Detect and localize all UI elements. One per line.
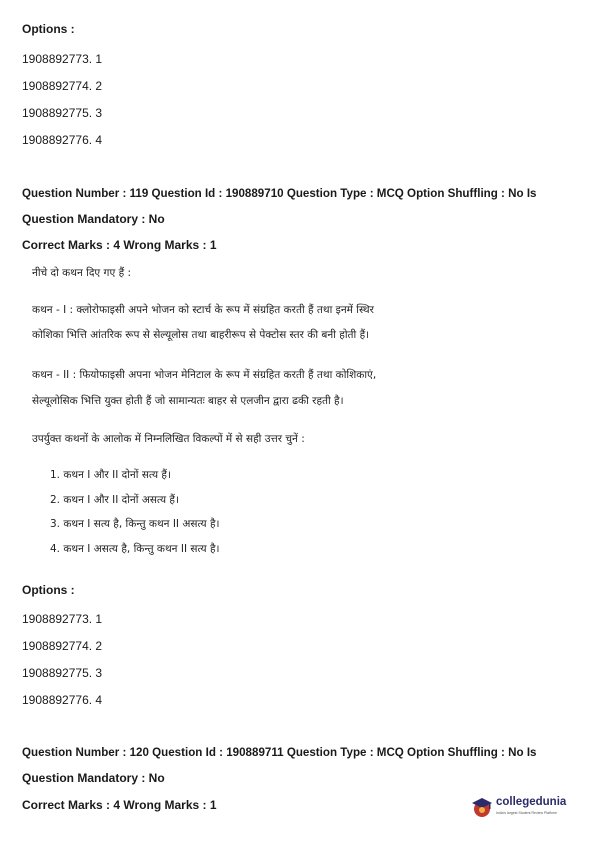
choice-item: 3. कथन I सत्य है, किन्तु कथन II असत्य है। xyxy=(50,518,220,530)
option-item: 1908892774. 2 xyxy=(22,79,103,93)
question-intro: नीचे दो कथन दिए गए हैं : xyxy=(32,267,132,279)
logo-tagline: India's largest Student Review Platform xyxy=(496,811,557,815)
option-item: 1908892774. 2 xyxy=(22,639,103,653)
choice-item: 1. कथन I और II दोनों सत्य हैं। xyxy=(50,469,171,481)
option-item: 1908892773. 1 xyxy=(22,612,103,626)
collegedunia-logo xyxy=(470,791,580,825)
options-label: Options : xyxy=(22,22,75,36)
question-mandatory: Question Mandatory : No xyxy=(22,771,165,785)
question-marks: Correct Marks : 4 Wrong Marks : 1 xyxy=(22,238,217,252)
option-item: 1908892776. 4 xyxy=(22,693,103,707)
option-item: 1908892776. 4 xyxy=(22,133,103,147)
question-header: Question Number : 119 Question Id : 190889710 Question Type : MCQ Option Shuffling : No Is xyxy=(22,187,537,200)
choice-item: 2. कथन I और II दोनों असत्य हैं। xyxy=(50,494,179,506)
statement-1-line-2: कोशिका भित्ति आंतरिक रूप से सेल्यूलोस तथा बाहरीरूप से पेक्टोस स्तर की बनी होती हैं। xyxy=(32,329,370,341)
statement-1-line-1: कथन - I : क्लोरोफाइसी अपने भोजन को स्टार्च के रूप में संग्रहित करती हैं तथा इनमें स्थिर xyxy=(32,304,374,316)
statement-2-line-1: कथन - II : फियोफाइसी अपना भोजन मेनिटाल के रूप में संग्रहित करती हैं तथा कोशिकाएं, xyxy=(32,369,377,381)
logo-name: collegedunia xyxy=(496,796,567,808)
choice-item: 4. कथन I असत्य है, किन्तु कथन II सत्य है। xyxy=(50,543,220,555)
option-item: 1908892773. 1 xyxy=(22,52,103,66)
statement-2-line-2: सेल्यूलोसिक भित्ति युक्त होती हैं जो सामान्यतः बाहर से एलजीन द्वारा ढकी रहती है। xyxy=(32,395,344,407)
graduation-cap-icon xyxy=(470,795,494,819)
question-marks: Correct Marks : 4 Wrong Marks : 1 xyxy=(22,798,217,812)
option-item: 1908892775. 3 xyxy=(22,106,103,120)
option-item: 1908892775. 3 xyxy=(22,666,103,680)
question-mandatory: Question Mandatory : No xyxy=(22,212,165,226)
options-label: Options : xyxy=(22,583,75,597)
question-header: Question Number : 120 Question Id : 190889711 Question Type : MCQ Option Shuffling : No Is xyxy=(22,746,537,759)
question-instruction: उपर्युक्त कथनों के आलोक में निम्नलिखित विकल्पों में से सही उत्तर चुनें : xyxy=(32,433,305,445)
